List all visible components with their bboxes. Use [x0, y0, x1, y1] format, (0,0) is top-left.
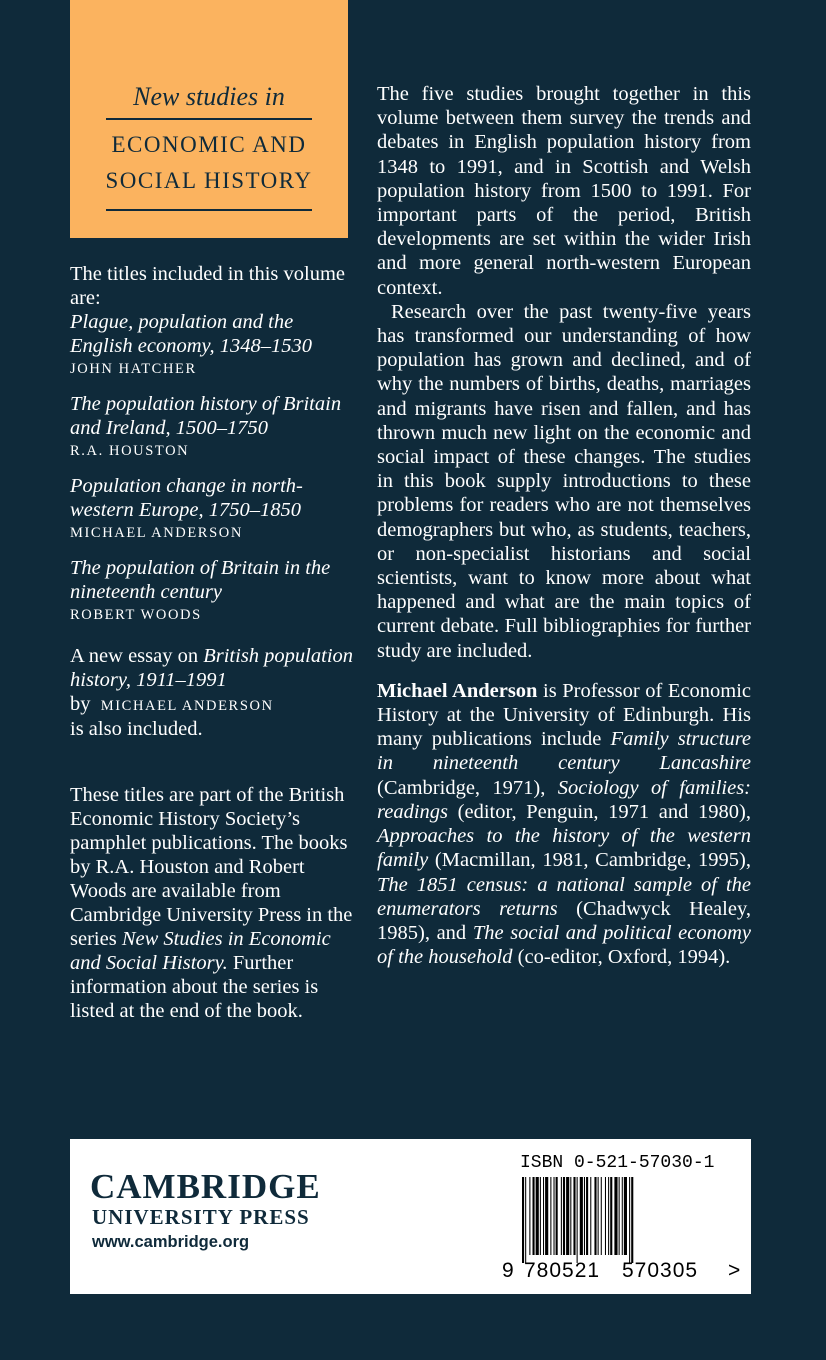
publisher-footer [70, 1139, 751, 1294]
title-1: Plague, population and the English economy, 1348–1530 [70, 311, 312, 357]
bio-text-4: (Macmillan, 1981, Cambridge, 1995), [434, 849, 751, 872]
bio-title-1: Family structure in nineteenth century Lancashire [377, 728, 752, 775]
publisher-press: UNIVERSITY PRESS [92, 1205, 310, 1229]
series-title-line1: ECONOMIC AND [111, 132, 307, 157]
series-note-title: New Studies in Economic and Social History. [70, 928, 331, 974]
new-essay [70, 644, 355, 741]
series-note-text-2: Further information about the series is listed at the end of the book. [70, 952, 319, 1022]
title-3: Population change in north-western Europe, 1750–1850 [70, 475, 303, 521]
series-rule-bottom [106, 209, 312, 211]
new-essay-by: by [70, 693, 91, 715]
title-4: The population of Britain in the nineteenth century [70, 557, 331, 603]
bio-name: Michael Anderson [377, 679, 538, 702]
isbn-label: ISBN 0-521-57030-1 [520, 1153, 715, 1173]
bio-title-4: The 1851 census: a national sample of the enumerators returns [377, 873, 751, 920]
series-title-line2: SOCIAL HISTORY [105, 168, 313, 193]
bio-text-5: (Chadwyck Healey, 1985), and [377, 897, 751, 944]
series-note [70, 783, 355, 1023]
titles-column [70, 262, 355, 1023]
series-top-label: New studies in [133, 82, 285, 111]
bio-title-3: Approaches to the history of the western family [377, 825, 751, 872]
bio-text-3: (editor, Penguin, 1971 and 1980), [457, 800, 751, 823]
titles-intro: The titles included in this volume are: [70, 263, 345, 309]
bio-title-5: The social and political economy of the household [377, 921, 751, 969]
author-2: R.A. HOUSTON [70, 443, 190, 459]
new-essay-suffix: is also included. [70, 718, 203, 740]
author-bio [377, 679, 751, 969]
publisher-name: CAMBRIDGE [90, 1167, 321, 1206]
barcode-group-1: 780521 [524, 1259, 601, 1282]
new-essay-prefix: A new essay on [70, 645, 199, 667]
series-rule-top [106, 118, 312, 120]
bio-title-2: Sociology of families: readings [377, 776, 751, 823]
series-label-box [70, 0, 348, 238]
bio-text-6: (co-editor, Oxford, 1994). [517, 946, 731, 969]
new-essay-title: British population history, 1911–1991 [70, 645, 354, 691]
publisher-url: www.cambridge.org [92, 1233, 250, 1251]
barcode-group-2: 570305 [622, 1259, 699, 1282]
description-paragraph-1: The five studies brought together in this volume between them survey the trends and debates in English population history from 1348 to 1991, and in Scottish and Welsh population history from 1500 to 1991. For important parts of the period, British developments are set within the wider Irish and more general north-western European context. [377, 83, 751, 299]
description-paragraph-2: Research over the past twenty-five years has transformed our understanding of how population has grown and declined, and of why the numbers of births, deaths, marriages and migrants have risen and fallen, and has thrown much new light on the economic and social impact of these changes. The studies in this book supply introductions to these problems for readers who are not themselves demographers but who, as students, teachers, or non-specialist historians and social scientists, want to know more about what happened and what are the main topics of current debate. Full bibliographies for further study are included. [377, 300, 751, 662]
bio-text-1: is Professor of Economic History at the University of Edinburgh. His many publications include [377, 679, 751, 751]
author-4: ROBERT WOODS [70, 607, 202, 623]
series-note-text-1: These titles are part of the British Economic History Society’s pamphlet publications. The books by R.A. Houston and Robert Woods are available from Cambridge University Press in the series [70, 784, 353, 950]
author-1: JOHN HATCHER [70, 361, 197, 377]
barcode-icon [522, 1177, 722, 1263]
bio-text-2: (Cambridge, 1971), [377, 776, 546, 799]
title-2: The population history of Britain and Ireland, 1500–1750 [70, 393, 342, 439]
new-essay-author: MICHAEL ANDERSON [100, 698, 274, 714]
barcode-first-digit: 9 [502, 1259, 515, 1282]
barcode-arrow: > [728, 1259, 742, 1282]
author-3: MICHAEL ANDERSON [70, 525, 243, 541]
description-column [377, 82, 751, 969]
